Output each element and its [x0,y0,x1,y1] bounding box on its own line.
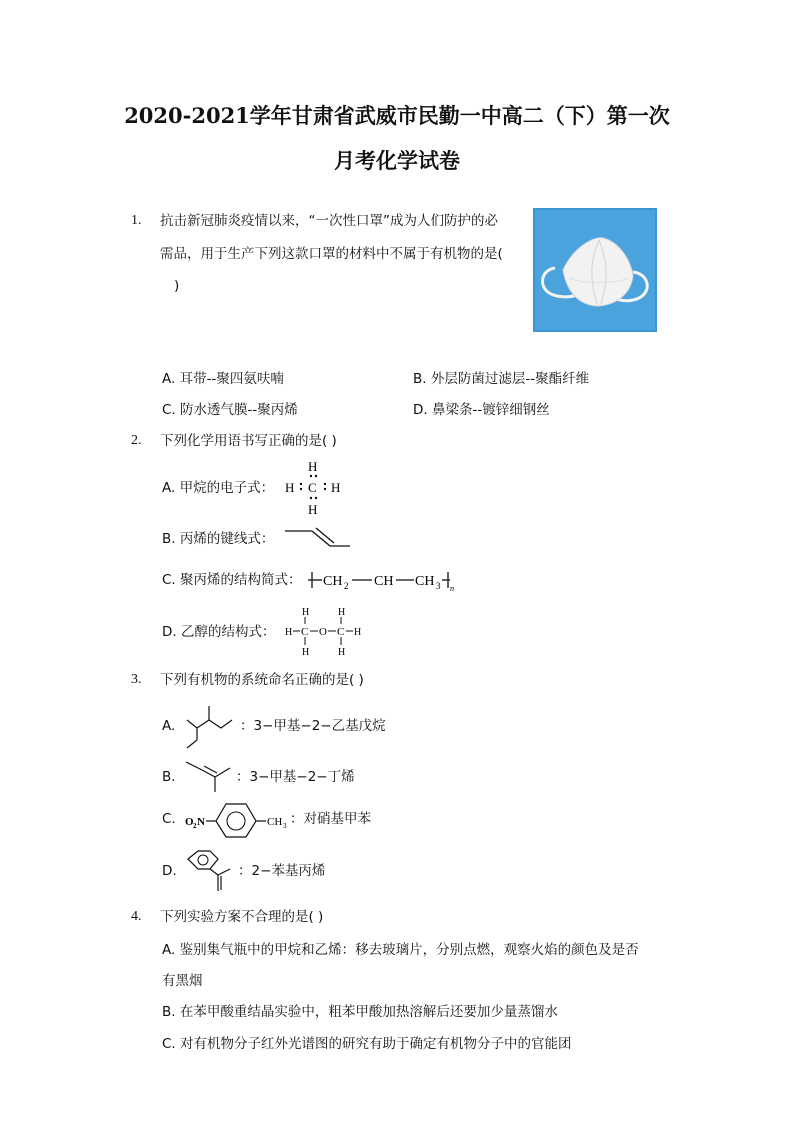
question-4-option-b: B. 在苯甲酸重结晶实验中，粗苯甲酸加热溶解后还要加少量蒸馏水 [162,1004,558,1020]
h-bottom-1: H [302,647,310,658]
question-2-number: 2. [131,433,142,448]
question-1-stem-line3: ) [174,278,180,294]
c-second: C [337,626,345,638]
question-1-option-c: C. 防水透气膜--聚丙烯 [162,402,298,418]
option-b-skeletal-structure [184,758,236,794]
no2-o: O [185,816,194,828]
ethanol-structural-formula [282,604,366,660]
c-first: C [301,626,309,638]
paper-title-line1: 2020-2021学年甘肃省武威市民勤一中高二（下）第一次 [124,103,670,128]
question-4-option-a-line2: 有黑烟 [162,973,203,989]
no2-n: N [197,816,205,828]
question-1-number: 1. [131,213,142,228]
ch-group: CH [374,574,394,589]
question-2-option-a: A. 甲烷的电子式： [162,480,275,496]
option-c-nitrotoluene-structure [184,800,306,838]
question-3-stem: 下列有机物的系统命名正确的是( ) [160,672,364,688]
question-4-stem: 下列实验方案不合理的是( ) [160,909,324,925]
question-4-option-a-line1: A. 鉴别集气瓶中的甲烷和乙烯：移去玻璃片，分别点燃，观察火焰的颜色及是否 [162,942,639,958]
ch3-group: CH [415,574,435,589]
option-a-skeletal-structure [184,702,244,750]
polymer-n: n [450,584,454,593]
question-3-number: 3. [131,672,142,687]
question-2-option-b: B. 丙烯的键线式： [162,531,275,547]
o-atom: O [319,626,327,638]
paper-title-line2: 月考化学试卷 [334,148,460,173]
question-1-stem-line1: 抗击新冠肺炎疫情以来，“一次性口罩”成为人们防护的必 [160,213,498,229]
ch2-subscript: 2 [344,581,349,591]
atom-h-bottom: H [308,502,318,516]
question-4-option-c: C. 对有机物分子红外光谱图的研究有助于确定有机物分子中的官能团 [162,1036,572,1052]
question-4-number: 4. [131,909,142,924]
propene-skeletal-formula [282,526,352,550]
question-3-option-a-label: A. [162,718,176,734]
ch2-group: CH [323,574,343,589]
question-2-option-d: D. 乙醇的结构式： [162,624,276,640]
question-3-option-a-name: ：3−甲基−2−乙基戊烷 [240,718,386,734]
question-3-option-b-name: ：3−甲基−2−丁烯 [236,769,355,785]
question-2-option-c: C. 聚丙烯的结构简式： [162,572,302,588]
question-3-option-d-name: ：2−苯基丙烯 [238,863,326,879]
ch3-text: CH [267,816,283,828]
question-2-stem: 下列化学用语书写正确的是( ) [160,433,337,449]
option-d-phenylpropene-structure [184,845,242,895]
question-1-option-b: B. 外层防菌过滤层--聚酯纤维 [413,371,590,387]
h-bottom-2: H [338,647,346,658]
question-1-stem-line2: 需品，用于生产下列这款口罩的材料中不属于有机物的是( [160,246,503,262]
question-3-option-c-label: C. [162,811,176,827]
methane-electron-formula [282,458,348,516]
question-1-option-d: D. 鼻梁条--镀锌细钢丝 [413,402,550,418]
atom-h-left: H [285,480,295,495]
atom-h-right: H [331,480,341,495]
question-3-option-d-label: D. [162,863,177,879]
question-3-option-c-name: ：对硝基甲苯 [290,811,371,827]
ch3-subscript-c: 3 [283,822,287,830]
face-mask-image [533,208,657,332]
h-right: H [354,627,362,638]
h-top-1: H [302,607,310,618]
h-left: H [285,627,293,638]
polypropylene-formula [308,565,458,595]
ch3-subscript: 3 [436,581,441,591]
atom-c: C [308,480,317,495]
no2-subscript: 2 [193,822,197,830]
h-top-2: H [338,607,346,618]
atom-h-top: H [308,459,318,474]
question-3-option-b-label: B. [162,769,176,785]
question-1-option-a: A. 耳带--聚四氨呋喃 [162,371,284,387]
